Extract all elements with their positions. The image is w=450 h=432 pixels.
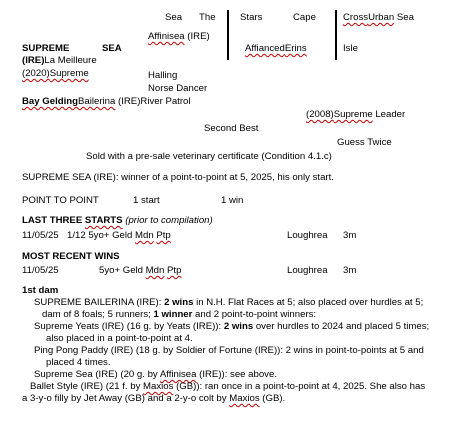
p5-b: Maxios <box>143 381 174 392</box>
dam-paragraph-2 <box>22 321 432 345</box>
last-three-text: LAST THREE <box>22 215 85 226</box>
bailerina-rest: (IRE) <box>118 96 141 107</box>
affinisea-word: Affinisea <box>148 31 185 42</box>
recent-wins-heading: MOST RECENT WINS <box>22 251 120 262</box>
p4-a: Supreme Sea (IRE) (20 g. by <box>34 369 160 380</box>
la-meilleure: La Meilleure <box>44 55 97 66</box>
second-best: Second Best <box>204 123 259 134</box>
p5-e: (GB). <box>259 393 286 404</box>
last-three-distance: 3m <box>343 230 357 241</box>
recent-wins-race <box>99 265 181 277</box>
sire-stars: Stars <box>240 12 263 23</box>
first-dam-heading: 1st dam <box>22 285 59 296</box>
p5-c: (GB)): ran once in a point-to-point at 4, 2025. She also has a 3-y-o filly by Jet Away (GB) and a 2-y-o colt by <box>22 381 426 404</box>
dam-leader: Leader <box>375 109 406 120</box>
last-three-heading <box>22 215 213 227</box>
summary: SUPREME SEA (IRE): winner of a point-to-point at 5, 2025, his only start. <box>22 172 334 183</box>
ss-cross-urban-sea <box>343 12 414 24</box>
guess-twice: Guess Twice <box>337 137 392 148</box>
last-three-course: Loughrea <box>287 230 328 241</box>
horse-country: (IRE) <box>22 55 45 66</box>
dam-line <box>306 109 405 121</box>
race-ptp: Ptp <box>167 265 182 276</box>
p5-a: Ballet Style (IRE) (21 f. by <box>30 381 144 392</box>
horse-line-2 <box>22 55 97 67</box>
ss-cross: Cross <box>343 12 369 23</box>
bay-line <box>22 96 191 108</box>
last-three-date: 11/05/25 <box>22 230 59 241</box>
race-info: 5yo+ Geld <box>99 265 146 276</box>
ss-isle: Isle <box>343 43 358 54</box>
race-ptp: Ptp <box>156 230 171 241</box>
race-mdn: Mdn <box>135 230 154 241</box>
ss-urban: Urban <box>368 12 395 23</box>
erins-word: Erins <box>284 43 307 54</box>
dam-year: (2008) <box>306 109 334 120</box>
dam-supreme: Supreme <box>333 109 373 120</box>
sire-sea: Sea <box>165 12 183 23</box>
last-three-race <box>67 230 171 242</box>
ptp-wins: 1 win <box>221 195 244 206</box>
dam-paragraph-5 <box>22 381 432 405</box>
p4-b: Affinisea <box>159 369 197 380</box>
ptp-label: POINT TO POINT <box>22 195 99 206</box>
p2-c: over hurdles to 2024 and placed 5 times; also placed in a point-to-point at 4. <box>46 321 430 344</box>
halling: Halling <box>148 70 178 81</box>
p1-b: 2 wins <box>164 297 194 308</box>
p3: Ping Pong Paddy (IRE) (18 g. by Soldier of Fortune (IRE)): 2 wins in point-to-points at 5 and placed 4 times. <box>34 345 424 368</box>
year-2020: (2020) <box>22 68 50 79</box>
bay-gelding: Bay Gelding <box>22 96 78 107</box>
affinisea <box>148 31 210 43</box>
affianced-word: Affianced <box>245 43 285 54</box>
recent-wins-course: Loughrea <box>287 265 328 276</box>
dam-paragraph-3 <box>22 345 432 369</box>
ptp-starts: 1 start <box>133 195 160 206</box>
sire-cape: Cape <box>293 12 316 23</box>
recent-wins-distance: 3m <box>343 265 357 276</box>
ss-sea: Sea <box>396 12 414 23</box>
first-dam-text <box>22 297 432 405</box>
affianced-erins <box>245 43 307 55</box>
horse-name-sea: SEA <box>102 43 122 54</box>
dam-paragraph-4 <box>22 369 432 381</box>
horse-name-supreme: SUPREME <box>22 43 70 54</box>
river-patrol: River Patrol <box>140 96 191 107</box>
p2-b: 2 wins <box>223 321 254 332</box>
pedigree-divider-2 <box>335 10 337 60</box>
starts-word: STARTS <box>84 215 123 226</box>
recent-wins-date: 11/05/25 <box>22 265 59 276</box>
race-mdn: Mdn <box>145 265 165 276</box>
horse-line-3 <box>22 68 89 80</box>
pedigree-divider-1 <box>227 10 229 60</box>
supreme-word: Supreme <box>49 68 89 79</box>
p1-d: 1 winner <box>153 309 193 320</box>
p1-e: and 2 point-to-point winners: <box>192 309 317 320</box>
p1-c: in N.H. Flat Races at 5; also placed over hurdles at 5; dam of 8 foals; 5 runners; <box>42 297 424 320</box>
race-info: 1/12 5yo+ Geld <box>67 230 136 241</box>
bailerina-word: Bailerina <box>77 96 116 107</box>
affinisea-rest: (IRE) <box>187 31 210 42</box>
sire-the: The <box>199 12 216 23</box>
prior-note: (prior to compilation) <box>122 215 213 226</box>
vet-certificate: Sold with a pre-sale veterinary certificate (Condition 4.1.c) <box>86 151 332 162</box>
p5-d: Maxios <box>229 393 260 404</box>
p1-a: SUPREME BAILERINA (IRE): <box>34 297 165 308</box>
norse-dancer: Norse Dancer <box>148 83 208 94</box>
p2-a: Supreme Yeats (IRE) (16 g. by Yeats (IRE)): <box>34 321 224 332</box>
p4-c: (IRE)): see above. <box>196 369 277 380</box>
dam-paragraph-1 <box>22 297 432 321</box>
